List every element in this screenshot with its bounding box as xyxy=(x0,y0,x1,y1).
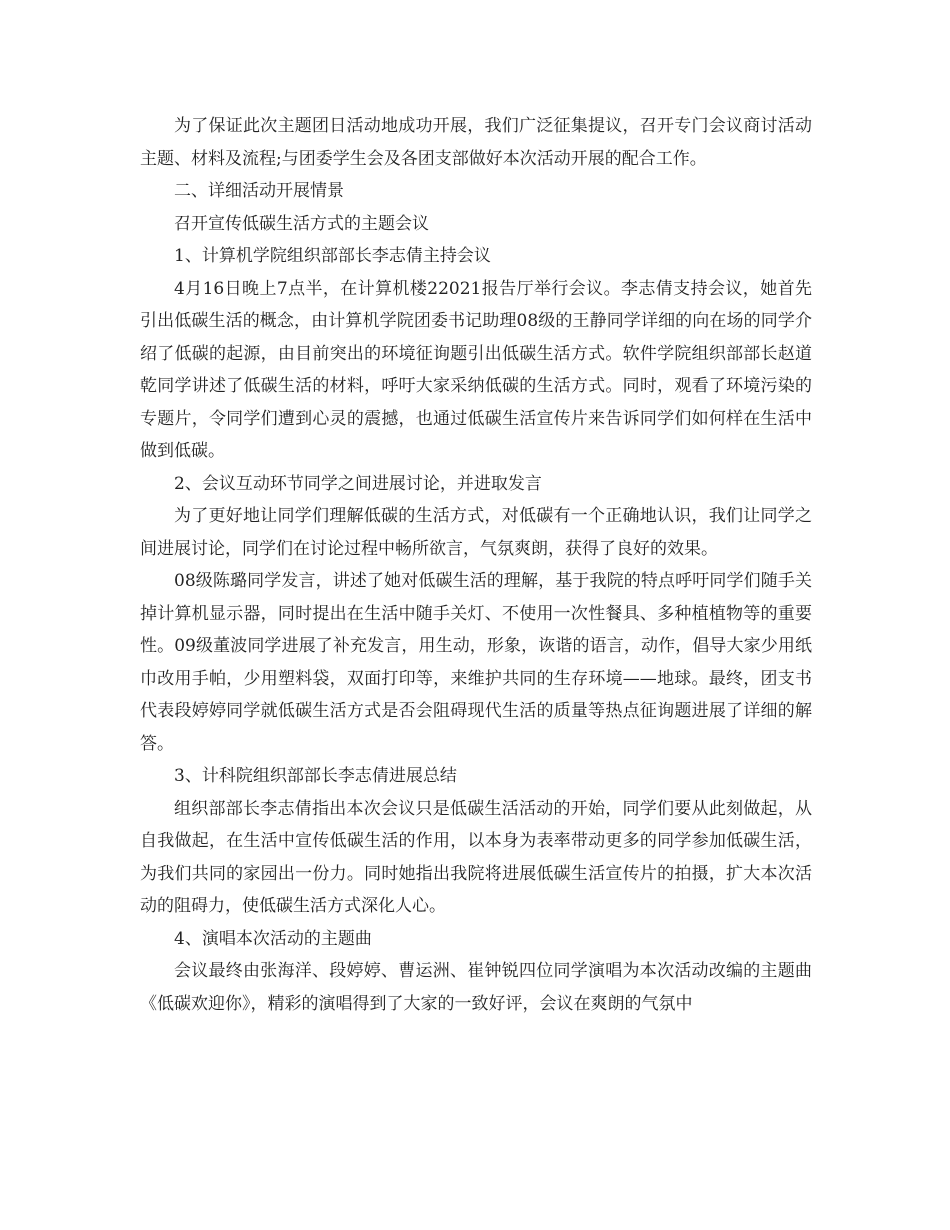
item-heading-4: 4、演唱本次活动的主题曲 xyxy=(174,928,372,949)
paragraph-discussion: 为了更好地让同学们理解低碳的生活方式，对低碳有一个正确地认识，我们让同学之间进展讨论，同学们在讨论过程中畅所欲言，气氛爽朗，获得了良好的效果。 xyxy=(140,506,812,559)
item-heading-2: 2、会议互动环节同学之间进展讨论，并进取发言 xyxy=(174,473,542,494)
item-heading-3: 3、计科院组织部部长李志倩进展总结 xyxy=(174,766,457,786)
subsection-heading: 召开宣传低碳生活方式的主题会议 xyxy=(174,213,429,234)
paragraph-speeches: 08级陈璐同学发言，讲述了她对低碳生活的理解，基于我院的特点呼吁同学们随手关掉计算机显示器，同时提出在生活中随手关灯、不使用一次性餐具、多种植植物等的重要性。09级董波同学进展了补充发言，用生动，形象，诙谐的语言，动作，倡导大家少用纸巾改用手帕，少用塑料袋，双面打印等，来维护共同的生存环境——地球。最终，团支书代表段婷婷同学就低碳生活方式是否会阻碍现代生活的质量等热点征询题进展了详细的解答。 xyxy=(140,571,812,754)
paragraph-meeting-details: 4月16日晚上7点半，在计算机楼22021报告厅举行会议。李志倩支持会议，她首先引出低碳生活的概念，由计算机学院团委书记助理08级的王静同学详细的向在场的同学介绍了低碳的起源，由目前突出的环境征询题引出低碳生活方式。软件学院组织部部长赵道乾同学讲述了低碳生活的材料，呼吁大家采纳低碳的生活方式。同时，观看了环境污染的专题片，令同学们遭到心灵的震撼，也通过低碳生活宣传片来告诉同学们如何样在生活中做到低碳。 xyxy=(140,278,812,461)
paragraph-theme-song: 会议最终由张海洋、段婷婷、曹运洲、崔钟锐四位同学演唱为本次活动改编的主题曲《低碳欢迎你》，精彩的演唱得到了大家的一致好评，会议在爽朗的气氛中 xyxy=(140,961,812,1014)
paragraph-intro: 为了保证此次主题团日活动地成功开展，我们广泛征集提议，召开专门会议商讨活动主题、材料及流程;与团委学生会及各团支部做好本次活动开展的配合工作。 xyxy=(140,116,812,169)
item-heading-1: 1、计算机学院组织部部长李志倩主持会议 xyxy=(174,246,491,266)
paragraph-summary: 组织部部长李志倩指出本次会议只是低碳生活活动的开始，同学们要从此刻做起，从自我做起，在生活中宣传低碳生活的作用，以本身为表率带动更多的同学参加低碳生活，为我们共同的家园出一份力。同时她指出我院将进展低碳生活宣传片的拍摄，扩大本次活动的阻碍力，使低碳生活方式深化人心。 xyxy=(140,798,812,916)
document-body xyxy=(140,110,812,1020)
section-heading: 二、详细活动开展情景 xyxy=(174,181,344,201)
